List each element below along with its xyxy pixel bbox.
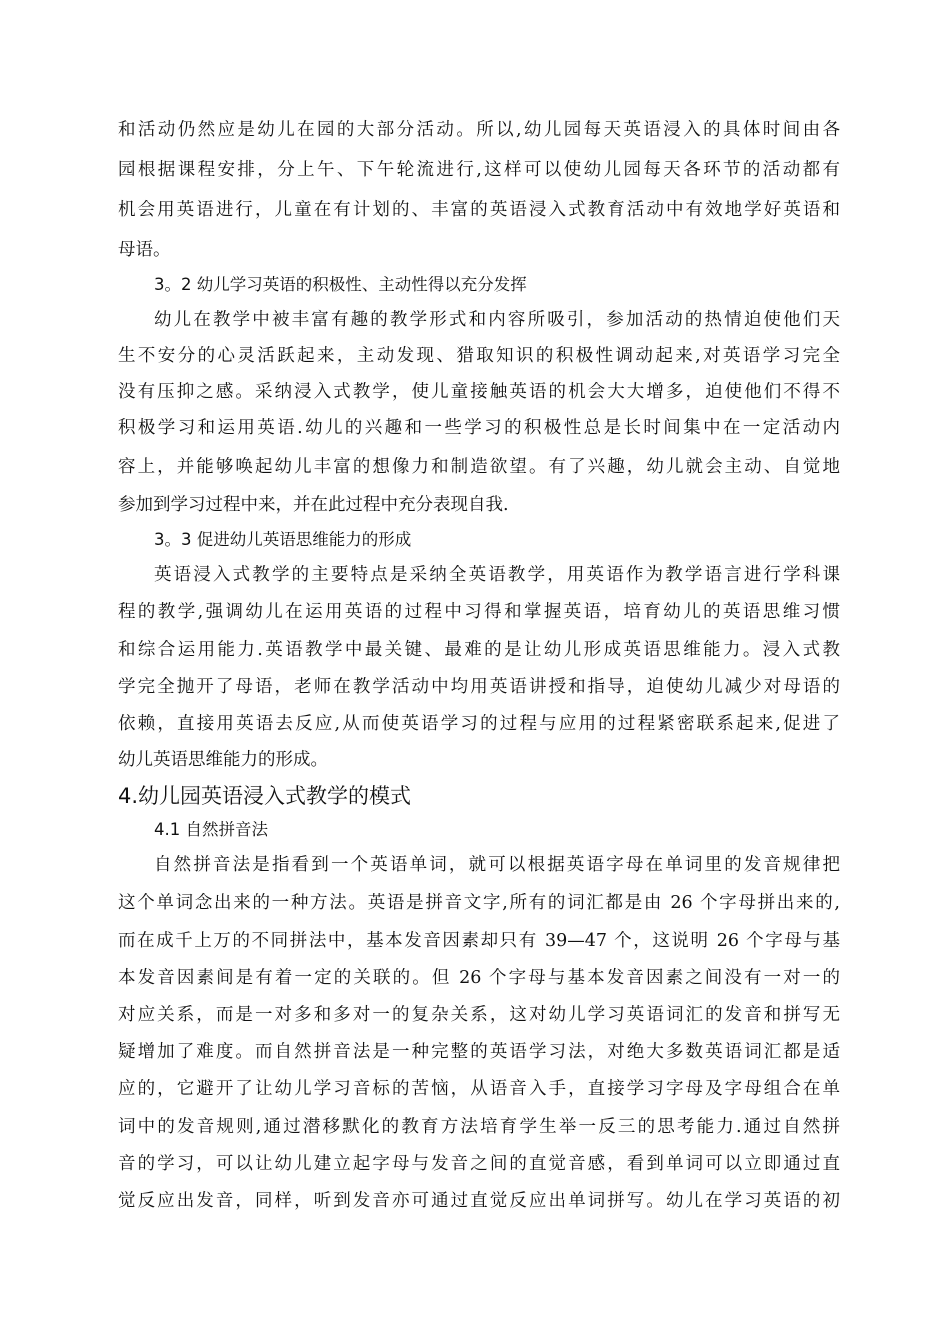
body-text-line: 积极学习和运用英语.幼儿的兴趣和一些学习的积极性总是长时间集中在一定活动内: [118, 418, 840, 438]
body-text-line: 这个单词念出来的一种方法。英语是拼音文字,所有的词汇都是由 26 个字母拼出来的,: [118, 893, 840, 913]
body-text-line: 应的，它避开了让幼儿学习音标的苦恼，从语音入手，直接学习字母及字母组合在单: [118, 1079, 840, 1099]
body-text-line: 程的教学,强调幼儿在运用英语的过程中习得和掌握英语，培育幼儿的英语思维习惯: [118, 602, 840, 622]
body-text-line: 和活动仍然应是幼儿在园的大部分活动。所以,幼儿园每天英语浸入的具体时间由各: [118, 120, 840, 140]
body-text-line: 容上，并能够唤起幼儿丰富的想像力和制造欲望。有了兴趣，幼儿就会主动、自觉地: [118, 457, 840, 477]
body-text-line: 音的学习，可以让幼儿建立起字母与发音之间的直觉音感，看到单词可以立即通过直: [118, 1154, 840, 1174]
section-heading-4: 4.幼儿园英语浸入式教学的模式: [118, 784, 412, 808]
body-text-line: 词中的发音规则,通过潜移默化的教育方法培育学生举一反三的思考能力.通过自然拼: [118, 1117, 840, 1137]
section-heading-3-3: 3。3 促进幼儿英语思维能力的形成: [154, 530, 412, 549]
body-text-line: 依赖，直接用英语去反应,从而使英语学习的过程与应用的过程紧密联系起来,促进了: [118, 714, 840, 734]
section-heading-3-2: 3。2 幼儿学习英语的积极性、主动性得以充分发挥: [154, 275, 527, 294]
body-text-line: 幼儿在教学中被丰富有趣的教学形式和内容所吸引，参加活动的热情迫使他们天: [154, 310, 840, 330]
body-text-line: 而在成千上万的不同拼法中，基本发音因素却只有 39—47 个，这说明 26 个字母与基: [118, 931, 840, 951]
body-text-line: 英语浸入式教学的主要特点是采纳全英语教学，用英语作为教学语言进行学科课: [154, 565, 840, 585]
body-text-line: 母语。: [118, 240, 171, 260]
body-text-line: 觉反应出发音，同样，听到发音亦可通过直觉反应出单词拼写。幼儿在学习英语的初: [118, 1191, 840, 1211]
body-text-line: 机会用英语进行，儿童在有计划的、丰富的英语浸入式教育活动中有效地学好英语和: [118, 200, 840, 220]
body-text-line: 本发音因素间是有着一定的关联的。但 26 个字母与基本发音因素之间没有一对一的: [118, 968, 840, 988]
body-text-line: 学完全抛开了母语，老师在教学活动中均用英语讲授和指导，迫使幼儿减少对母语的: [118, 677, 840, 697]
body-text-line: 对应关系，而是一对多和多对一的复杂关系，这对幼儿学习英语词汇的发音和拼写无: [118, 1005, 840, 1025]
body-text-line: 没有压抑之感。采纳浸入式教学，使儿童接触英语的机会大大增多，迫使他们不得不: [118, 382, 840, 402]
body-text-line: 幼儿英语思维能力的形成。: [118, 750, 328, 770]
body-text-line: 自然拼音法是指看到一个英语单词，就可以根据英语字母在单词里的发音规律把: [154, 855, 840, 875]
body-text-line: 生不安分的心灵活跃起来，主动发现、猎取知识的积极性调动起来,对英语学习完全: [118, 346, 840, 366]
body-text-line: 疑增加了难度。而自然拼音法是一种完整的英语学习法，对绝大多数英语词汇都是适: [118, 1042, 840, 1062]
section-heading-4-1: 4.1 自然拼音法: [154, 820, 268, 839]
body-text-line: 和综合运用能力.英语教学中最关键、最难的是让幼儿形成英语思维能力。浸入式教: [118, 640, 840, 660]
body-text-line: 园根据课程安排，分上午、下午轮流进行,这样可以使幼儿园每天各环节的活动都有: [118, 160, 840, 180]
body-text-line: 参加到学习过程中来，并在此过程中充分表现自我.: [118, 495, 509, 515]
